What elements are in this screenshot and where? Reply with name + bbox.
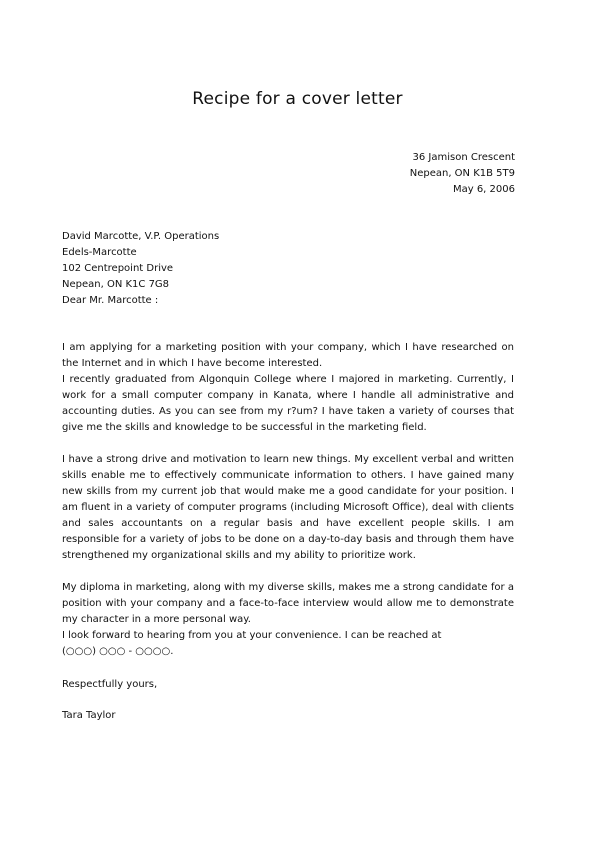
sender-street: 36 Jamison Crescent [412, 152, 515, 163]
recipient-company: Edels-Marcotte [62, 247, 137, 258]
paragraph-diploma: My diploma in marketing, along with my diverse skills, makes me a strong candidate for a position with your company and a face-to-face interview would allow me to demonstrate my character in a more personal way. [62, 582, 514, 625]
phone-number: (○○○) ○○○ - ○○○○. [62, 646, 174, 657]
closing: Respectfully yours, [62, 679, 158, 690]
document-title: Recipe for a cover letter [192, 89, 403, 109]
recipient-address [62, 229, 219, 309]
letter-date: May 6, 2006 [452, 184, 515, 195]
paragraph-contact: I look forward to hearing from you at your convenience. I can be reached at [62, 630, 442, 641]
sender-city: Nepean, ON K1B 5T9 [409, 168, 515, 179]
sender-address [410, 150, 515, 198]
recipient-name: David Marcotte, V.P. Operations [62, 231, 220, 242]
signature-name: Tara Taylor [62, 710, 116, 721]
letter-body [62, 340, 514, 660]
recipient-city: Nepean, ON K1C 7G8 [62, 279, 170, 290]
paragraph-intro: I am applying for a marketing position with your company, which I have researched on the Internet and in which I have become interested. [62, 342, 514, 369]
recipient-street: 102 Centrepoint Drive [62, 263, 174, 274]
paragraph-education: I recently graduated from Algonquin College where I majored in marketing. Currently, I work for a small computer company in Kanata, where I handle all administrative and accounting duties. As you can see from my r?um? I have taken a variety of courses that give me the skills and knowledge to be successful in the marketing field. [62, 374, 514, 433]
paragraph-skills: I have a strong drive and motivation to learn new things. My excellent verbal and written skills enable me to effectively communicate information to others. I have gained many new skills from my current job that would make me a good candidate for your position. I am fluent in a variety of computer programs (including Microsoft Office), deal with clients and sales accountants on a regular basis and have excellent people skills. I am responsible for a variety of jobs to be done on a day-to-day basis and through them have strengthened my organizational skills and my ability to prioritize work. [62, 454, 514, 561]
salutation: Dear Mr. Marcotte : [62, 295, 159, 306]
